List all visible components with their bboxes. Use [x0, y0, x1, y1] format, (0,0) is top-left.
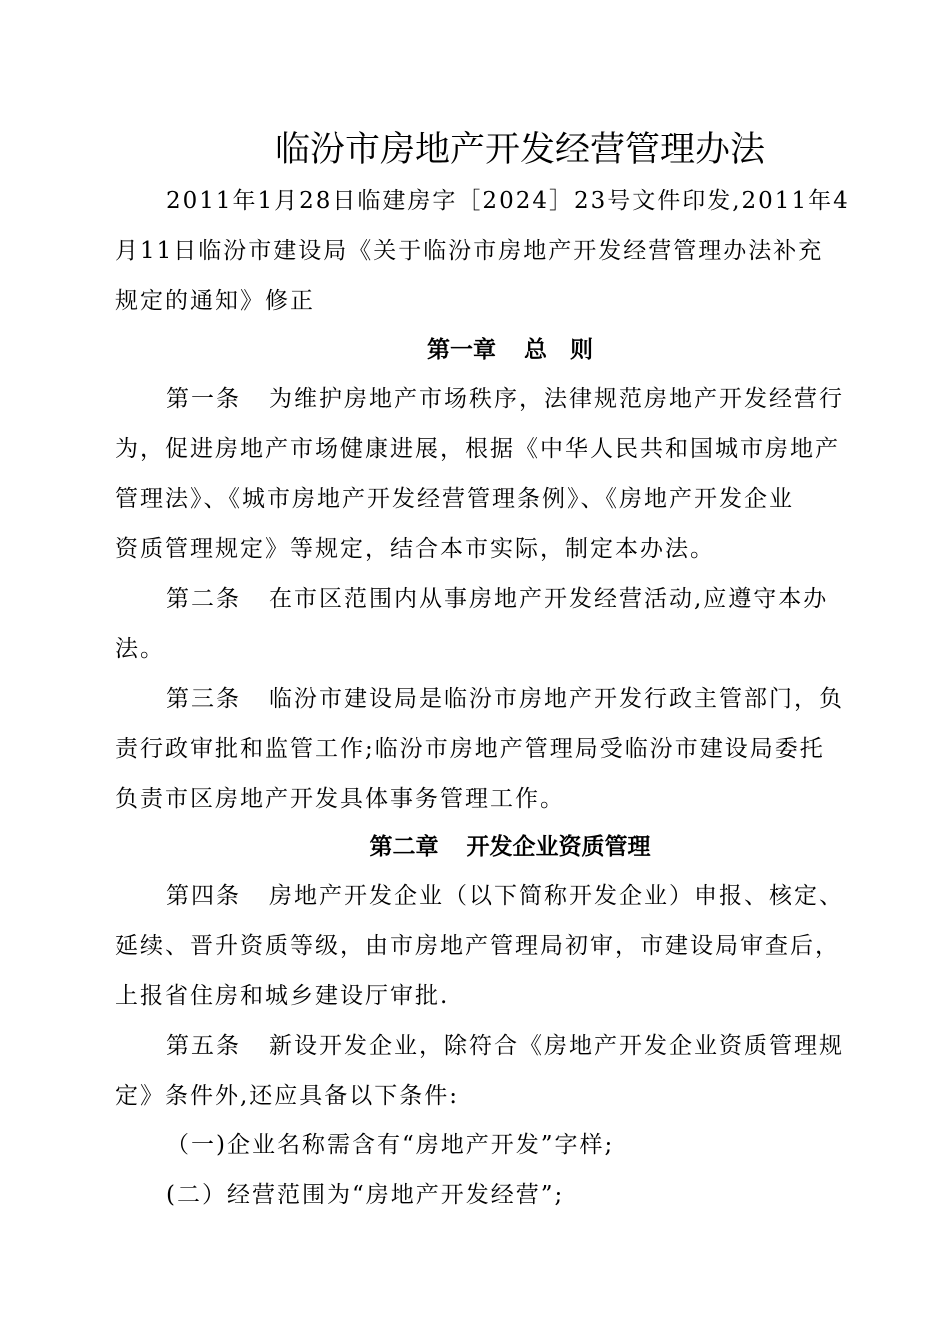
article-text: 在市区范围内从事房地产开发经营活动,应遵守本办: [269, 586, 829, 612]
article-text: 新设开发企业，除符合《房地产开发企业资质管理规: [269, 1033, 844, 1059]
article-label: 第三条: [166, 686, 241, 712]
article-paragraph-line: [166, 584, 828, 614]
article-text-line: 延续、晋升资质等级，由市房地产管理局初审，市建设局审查后，: [115, 933, 840, 959]
list-item: (二）经营范围为“房地产开发经营”;: [166, 1182, 565, 1208]
article-text: 房地产开发企业（以下简称开发企业）申报、核定、: [269, 883, 844, 909]
article-paragraph-line: [166, 881, 844, 911]
chapter-heading: [0, 335, 950, 365]
article-text: 临汾市建设局是临汾市房地产开发行政主管部门，负: [269, 686, 844, 712]
preamble-line: 规定的通知》修正: [115, 288, 315, 314]
article-paragraph-line: [166, 1031, 844, 1061]
article-label: 第二条: [166, 586, 241, 612]
list-item: （一)企业名称需含有“房地产开发”字样;: [166, 1132, 615, 1158]
preamble-line: 月11日临汾市建设局《关于临汾市房地产开发经营管理办法补充: [115, 238, 824, 264]
article-text-line: 管理法》、《城市房地产开发经营管理条例》、《房地产开发企业: [115, 486, 794, 512]
article-label: 第五条: [166, 1033, 241, 1059]
article-text-line: 上报省住房和城乡建设厅审批.: [115, 983, 450, 1009]
article-text-line: 定》条件外,还应具备以下条件:: [115, 1083, 460, 1109]
article-label: 第一条: [166, 386, 241, 412]
document-title: 临汾市房地产开发经营管理办法: [274, 130, 765, 170]
preamble-line: 2011年1月28日临建房字［2024］23号文件印发,2011年4: [166, 188, 850, 214]
chapter-name: 开发企业资质管理: [466, 834, 651, 860]
chapter-label: 第二章: [369, 834, 439, 860]
article-text-line: 为，促进房地产市场健康进展，根据《中华人民共和国城市房地产: [115, 436, 840, 462]
article-paragraph-line: [166, 684, 844, 714]
article-text: 为维护房地产市场秩序，法律规范房地产开发经营行: [269, 386, 844, 412]
chapter-heading: [0, 832, 950, 862]
article-text-line: 负责市区房地产开发具体事务管理工作。: [115, 786, 565, 812]
article-text-line: 资质管理规定》等规定，结合本市实际，制定本办法。: [115, 536, 715, 562]
article-text-line: 责行政审批和监管工作;临汾市房地产管理局受临汾市建设局委托: [115, 736, 825, 762]
chapter-label: 第一章: [427, 337, 496, 363]
article-text-line: 法。: [115, 636, 165, 662]
article-paragraph-line: [166, 384, 844, 414]
chapter-name: 总 则: [524, 337, 593, 363]
article-label: 第四条: [166, 883, 241, 909]
